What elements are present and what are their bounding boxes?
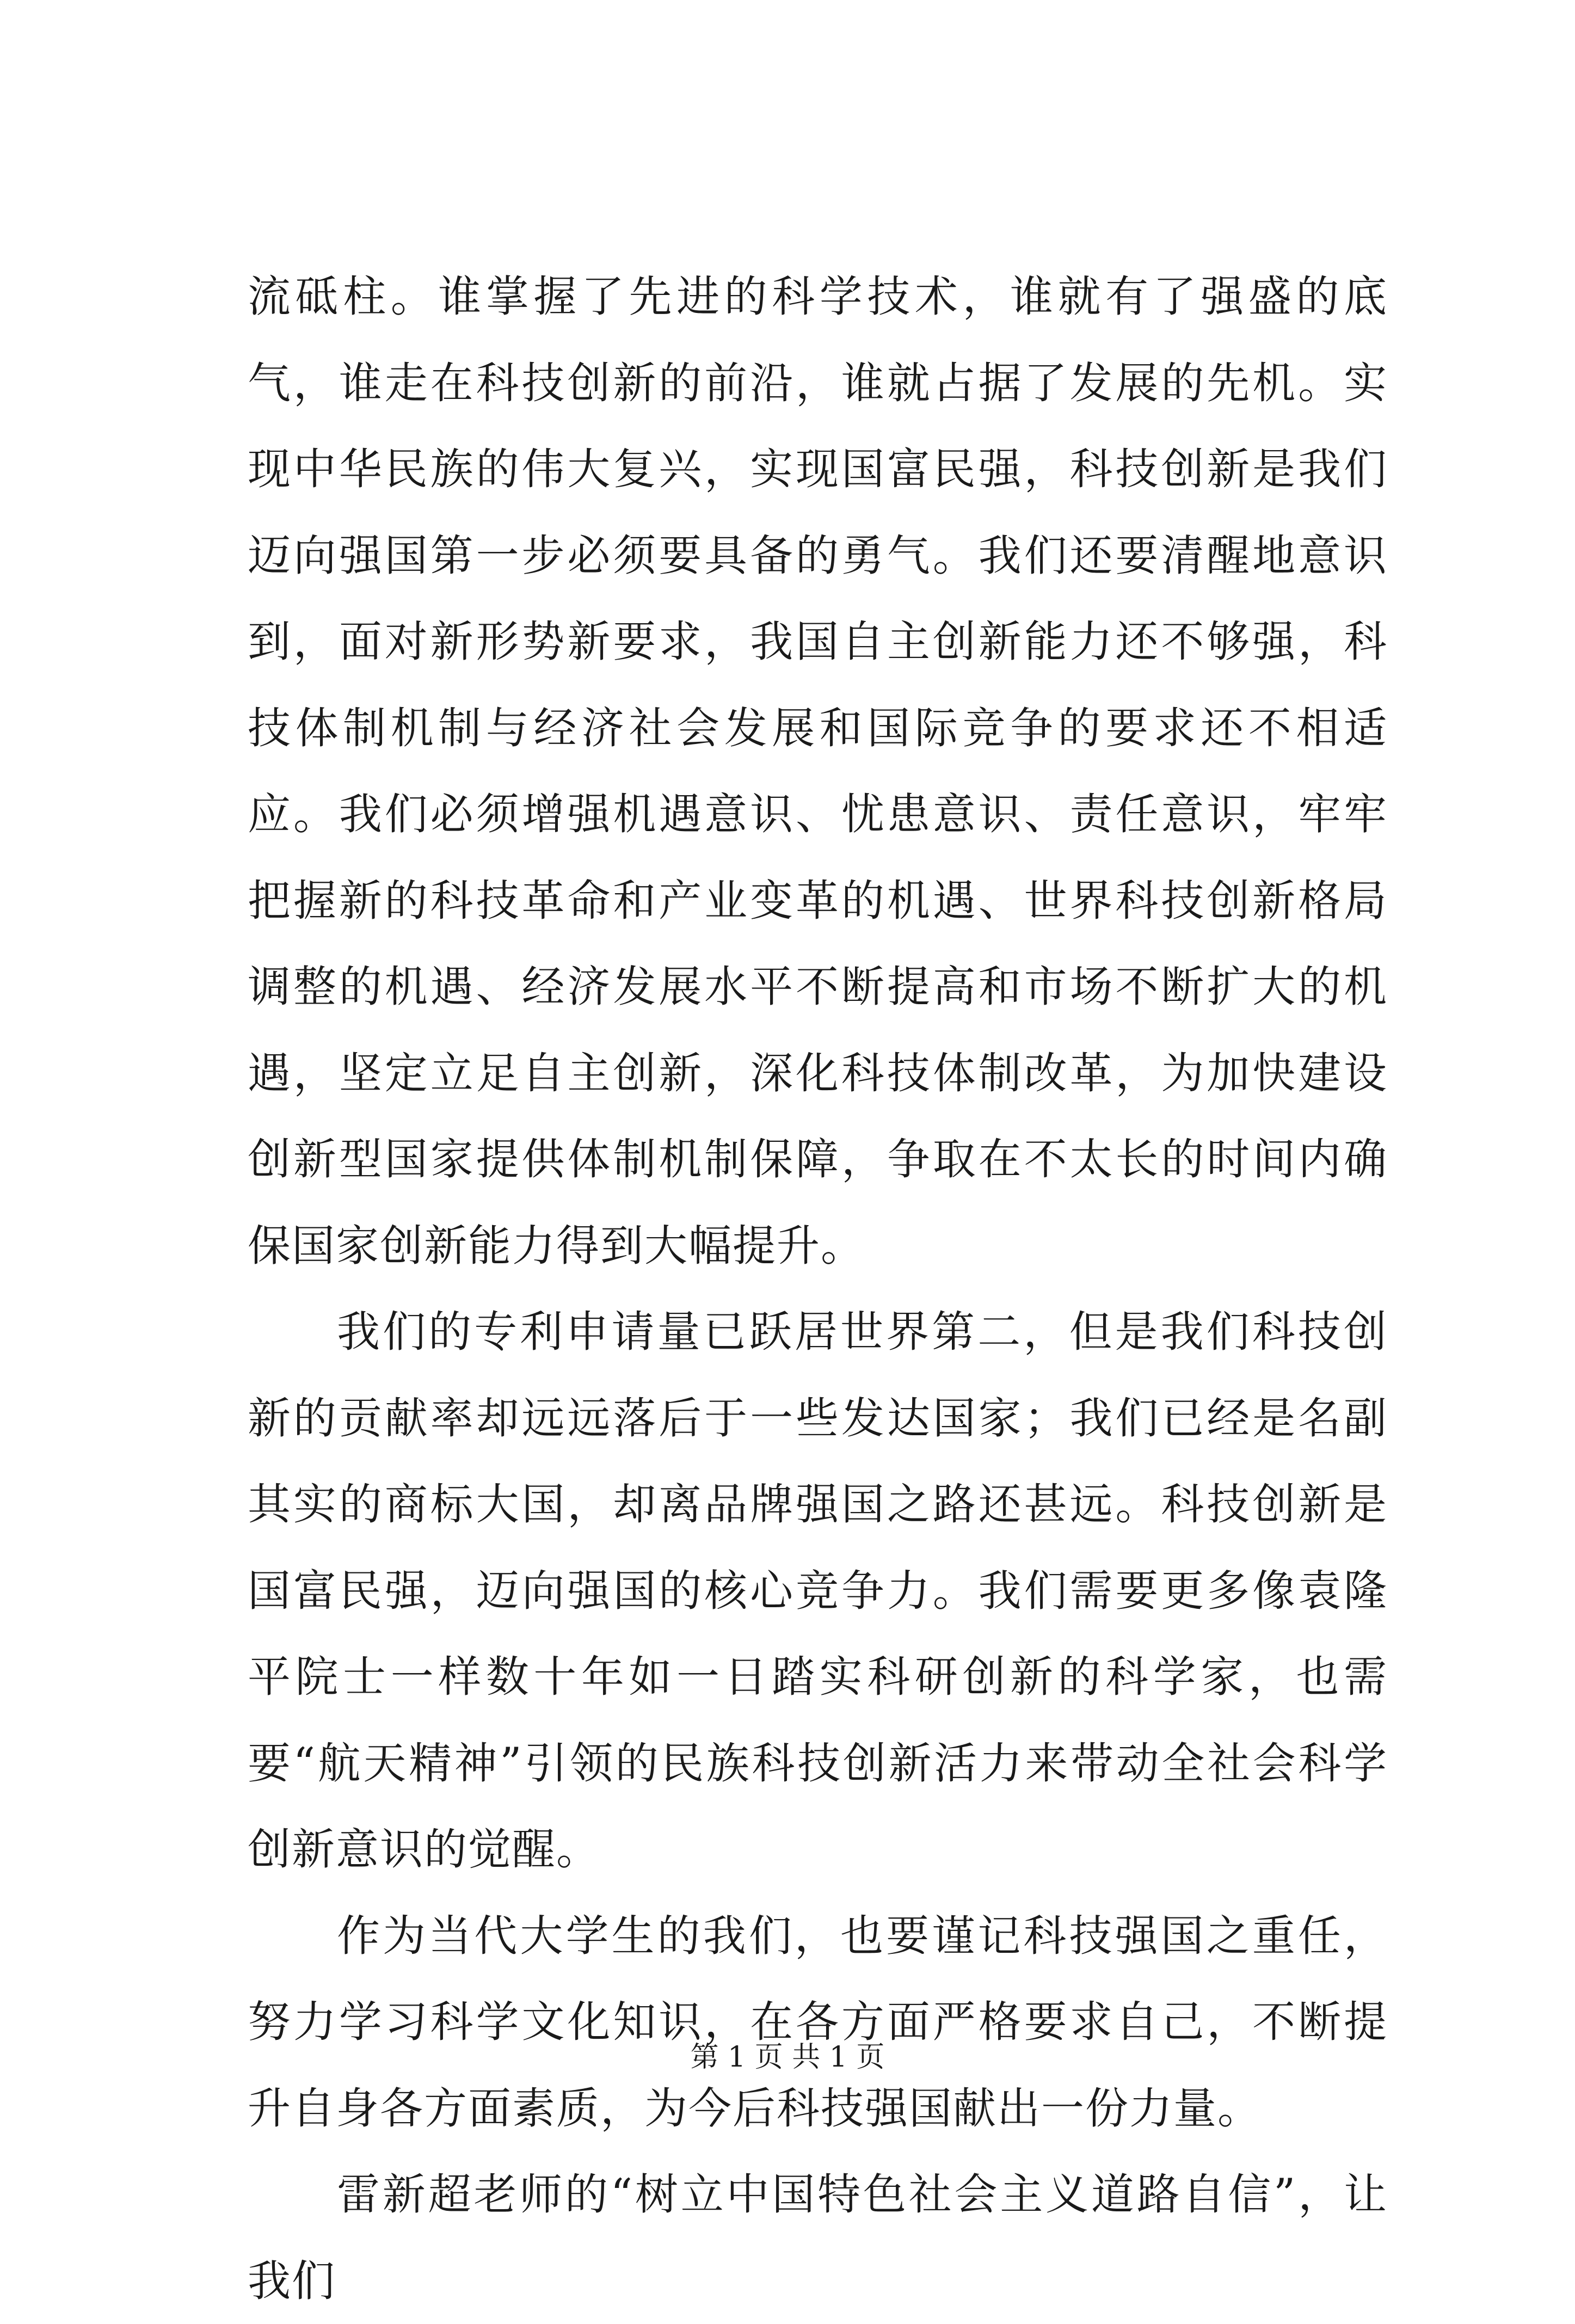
paragraph-2: 我们的专利申请量已跃居世界第二，但是我们科技创新的贡献率却远远落后于一些发达国家；我们已经是名副其实的商标大国，却离品牌强国之路还甚远。科技创新是国富民强，迈向强国的核心竞争力。我们需要更多像袁隆平院士一样数十年如一日踏实科研创新的科学家，也需要“航天精神”引领的民族科技创新活力来带动全社会科学创新意识的觉醒。 — [248, 1307, 1388, 1874]
document-body — [248, 254, 1388, 2324]
paragraph-4: 雷新超老师的“树立中国特色社会主义道路自信”，让我们 — [248, 2169, 1388, 2306]
paragraph-1: 流砥柱。谁掌握了先进的科学技术，谁就有了强盛的底气，谁走在科技创新的前沿，谁就占据了发展的先机。实现中华民族的伟大复兴，实现国富民强，科技创新是我们迈向强国第一步必须要具备的勇气。我们还要清醒地意识到，面对新形势新要求，我国自主创新能力还不够强，科技体制机制与经济社会发展和国际竞争的要求还不相适应。我们必须增强机遇意识、忧患意识、责任意识，牢牢把握新的科技革命和产业变革的机遇、世界科技创新格局调整的机遇、经济发展水平不断提高和市场不断扩大的机遇，坚定立足自主创新，深化科技体制改革，为加快建设创新型国家提供体制机制保障，争取在不太长的时间内确保国家创新能力得到大幅提升。 — [248, 272, 1388, 1271]
page-footer: 第 1 页 共 1 页 — [690, 2041, 885, 2074]
paragraph-3: 作为当代大学生的我们，也要谨记科技强国之重任，努力学习科学文化知识，在各方面严格要求自己，不断提升自身各方面素质，为今后科技强国献出一份力量。 — [248, 1910, 1388, 2134]
